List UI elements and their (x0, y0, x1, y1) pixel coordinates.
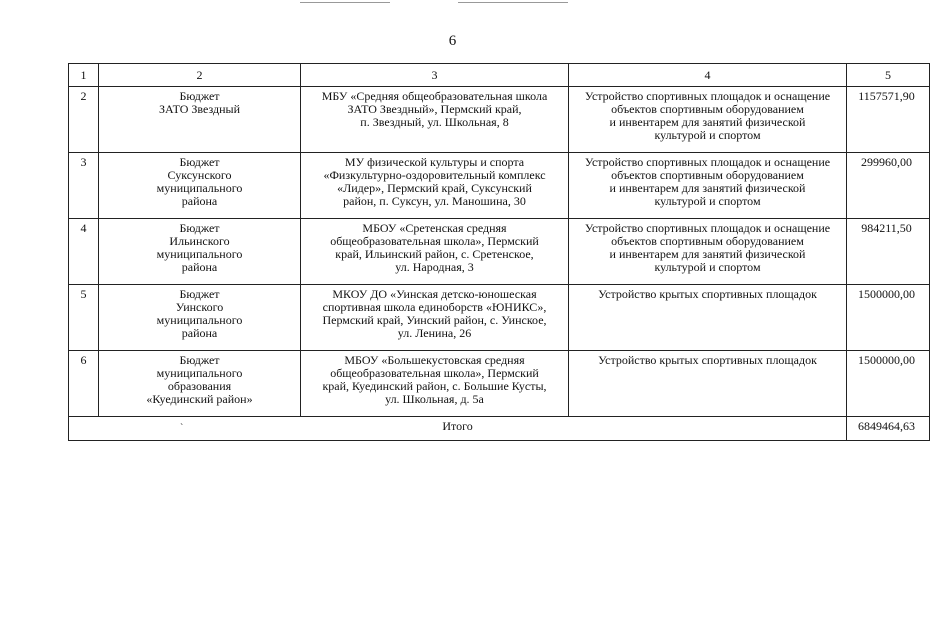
header-col-3: 3 (301, 64, 569, 87)
table-row (69, 153, 930, 219)
table-row (69, 351, 930, 417)
amount-cell: 984211,50 (847, 219, 930, 285)
budget-cell: Бюджет ЗАТО Звездный (99, 87, 301, 153)
amount-cell: 299960,00 (847, 153, 930, 219)
table-row (69, 87, 930, 153)
header-col-1: 1 (69, 64, 99, 87)
top-rule-left (300, 2, 390, 3)
institution-cell: МБУ «Средняя общеобразовательная школа ЗАТО Звездный», Пермский край, п. Звездный, ул. Школьная, 8 (301, 87, 569, 153)
institution-cell: МКОУ ДО «Уинская детско-юношеская спортивная школа единоборств «ЮНИКС», Пермский край, Уинский район, с. Уинское, ул. Ленина, 26 (301, 285, 569, 351)
header-col-5: 5 (847, 64, 930, 87)
purpose-cell: Устройство спортивных площадок и оснащение объектов спортивным оборудованием и инвентарем для занятий физической культурой и спортом (569, 219, 847, 285)
stray-mark: ˋ (180, 423, 184, 434)
total-label: Итого (69, 417, 847, 441)
purpose-cell: Устройство спортивных площадок и оснащение объектов спортивным оборудованием и инвентарем для занятий физической культурой и спортом (569, 153, 847, 219)
funding-table (68, 63, 930, 441)
row-number: 4 (69, 219, 99, 285)
institution-cell: МБОУ «Большекустовская средняя общеобразовательная школа», Пермский край, Куединский район, с. Большие Кусты, ул. Школьная, д. 5а (301, 351, 569, 417)
amount-cell: 1500000,00 (847, 285, 930, 351)
institution-cell: МБОУ «Сретенская средняя общеобразовательная школа», Пермский край, Ильинский район, с. Сретенское, ул. Народная, 3 (301, 219, 569, 285)
table-row (69, 285, 930, 351)
budget-cell: Бюджет Уинского муниципального района (99, 285, 301, 351)
row-number: 5 (69, 285, 99, 351)
amount-cell: 1157571,90 (847, 87, 930, 153)
budget-cell: Бюджет муниципального образования «Куединский район» (99, 351, 301, 417)
budget-cell: Бюджет Ильинского муниципального района (99, 219, 301, 285)
top-rule-right (458, 2, 568, 3)
purpose-cell: Устройство крытых спортивных площадок (569, 285, 847, 351)
row-number: 3 (69, 153, 99, 219)
total-row (69, 417, 930, 441)
row-number: 2 (69, 87, 99, 153)
header-col-2: 2 (99, 64, 301, 87)
institution-cell: МУ физической культуры и спорта «Физкультурно-оздоровительный комплекс «Лидер», Пермский край, Суксунский район, п. Суксун, ул. Маношина, 30 (301, 153, 569, 219)
purpose-cell: Устройство спортивных площадок и оснащение объектов спортивным оборудованием и инвентарем для занятий физической культурой и спортом (569, 87, 847, 153)
total-amount: 6849464,63 (847, 417, 930, 441)
header-col-4: 4 (569, 64, 847, 87)
row-number: 6 (69, 351, 99, 417)
table-row (69, 219, 930, 285)
purpose-cell: Устройство крытых спортивных площадок (569, 351, 847, 417)
table-header-row (69, 64, 930, 87)
page-number: 6 (448, 33, 457, 49)
budget-cell: Бюджет Суксунского муниципального района (99, 153, 301, 219)
amount-cell: 1500000,00 (847, 351, 930, 417)
